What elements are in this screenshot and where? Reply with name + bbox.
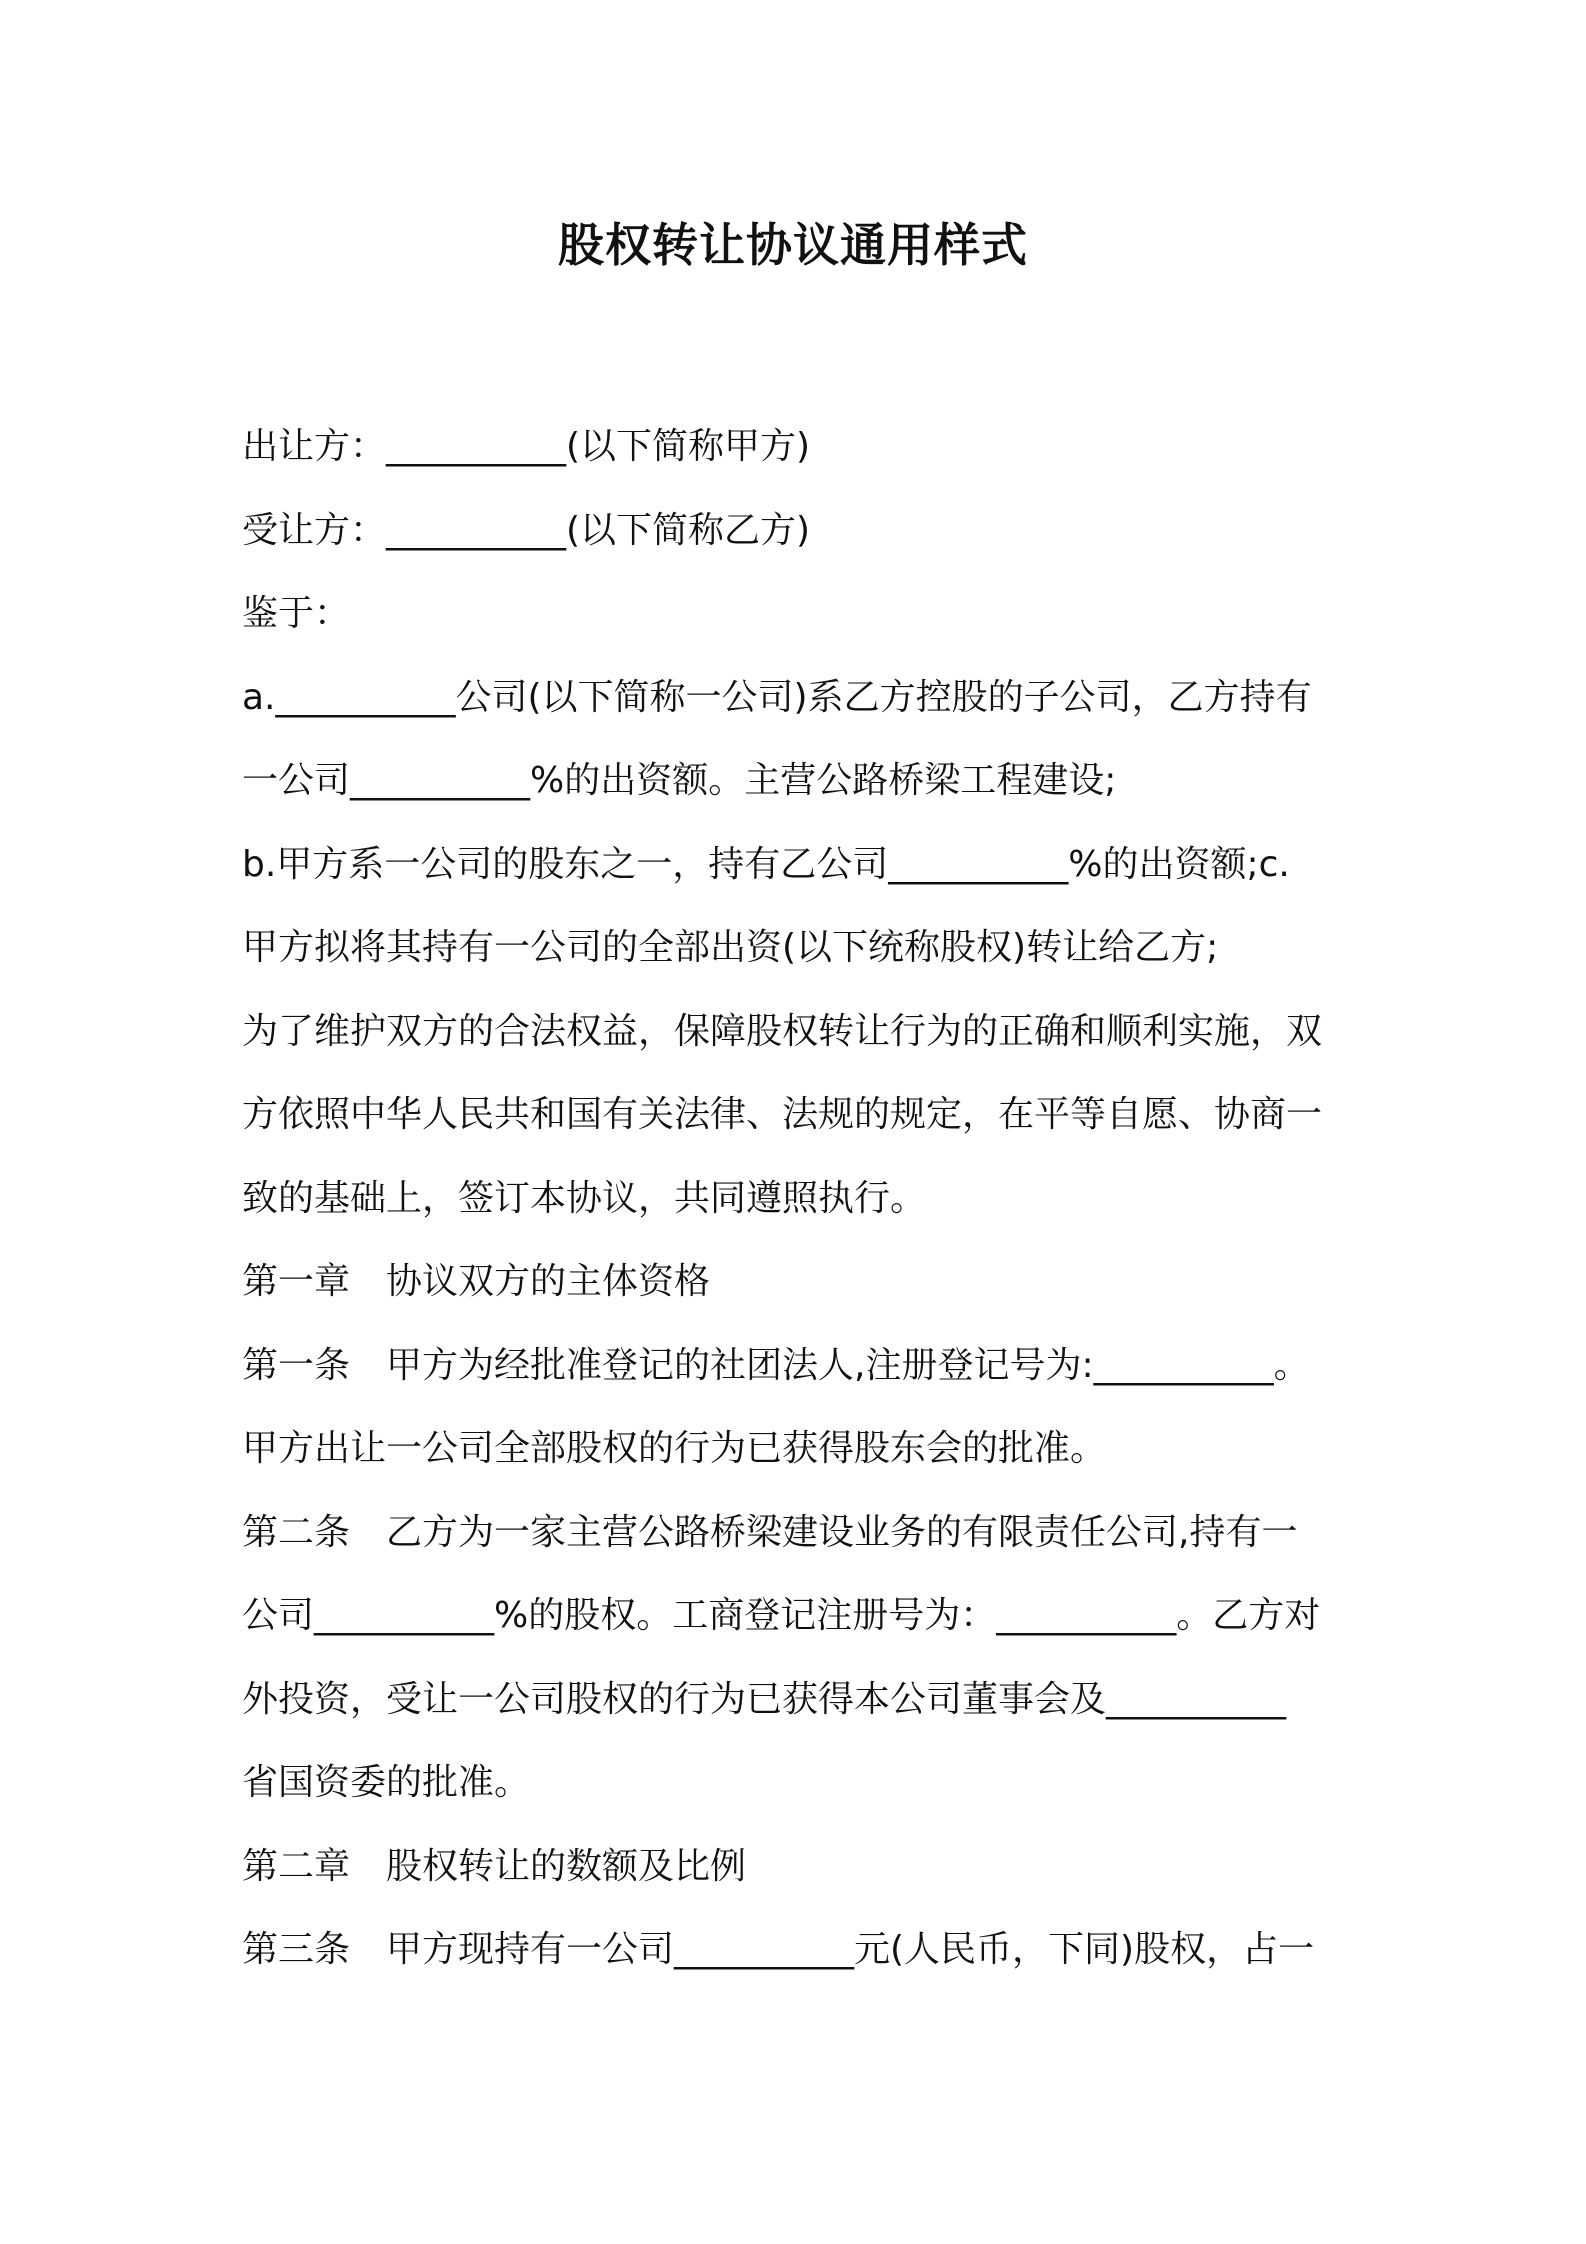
- preamble-line-3: 致的基础上，签订本协议，共同遵照执行。: [242, 1177, 927, 1219]
- recital-b-line-1: b.甲方系一公司的股东之一，持有乙公司__________%的出资额;c.: [242, 843, 1290, 885]
- party-b-line: 受让方：__________(以下简称乙方): [242, 509, 811, 551]
- recital-c-line: 甲方拟将其持有一公司的全部出资(以下统称股权)转让给乙方;: [242, 927, 1219, 968]
- article-1-line-2: 甲方出让一公司全部股权的行为已获得股东会的批准。: [242, 1428, 1107, 1469]
- article-2-line-2: 公司__________%的股权。工商登记注册号为：__________。乙方对: [242, 1595, 1321, 1636]
- article-2-line-4: 省国资委的批准。: [242, 1762, 531, 1803]
- recital-a-line-2: 一公司__________%的出资额。主营公路桥梁工程建设;: [242, 760, 1117, 801]
- chapter-2-heading: 第二章 股权转让的数额及比例: [242, 1845, 747, 1887]
- whereas-heading: 鉴于：: [242, 593, 351, 634]
- preamble-line-2: 方依照中华人民共和国有关法律、法规的规定，在平等自愿、协商一: [242, 1094, 1323, 1135]
- article-2-line-3: 外投资，受让一公司股权的行为已获得本公司董事会及__________: [242, 1678, 1287, 1720]
- party-a-line: 出让方：__________(以下简称甲方): [242, 426, 811, 467]
- chapter-1-heading: 第一章 协议双方的主体资格: [242, 1261, 711, 1302]
- document-title: 股权转让协议通用样式: [558, 218, 1028, 272]
- preamble-line-1: 为了维护双方的合法权益，保障股权转让行为的正确和顺利实施，双: [242, 1010, 1323, 1052]
- article-1-line-1: 第一条 甲方为经批准登记的社团法人,注册登记号为:__________。: [242, 1344, 1310, 1386]
- article-3-line-1: 第三条 甲方现持有一公司__________元(人民币，下同)股权，占一: [242, 1929, 1315, 1970]
- document-body: [242, 405, 1357, 1992]
- article-2-line-1: 第二条 乙方为一家主营公路桥梁建设业务的有限责任公司,持有一: [242, 1511, 1298, 1553]
- recital-a-line-1: a.__________公司(以下简称一公司)系乙方控股的子公司，乙方持有: [242, 676, 1312, 718]
